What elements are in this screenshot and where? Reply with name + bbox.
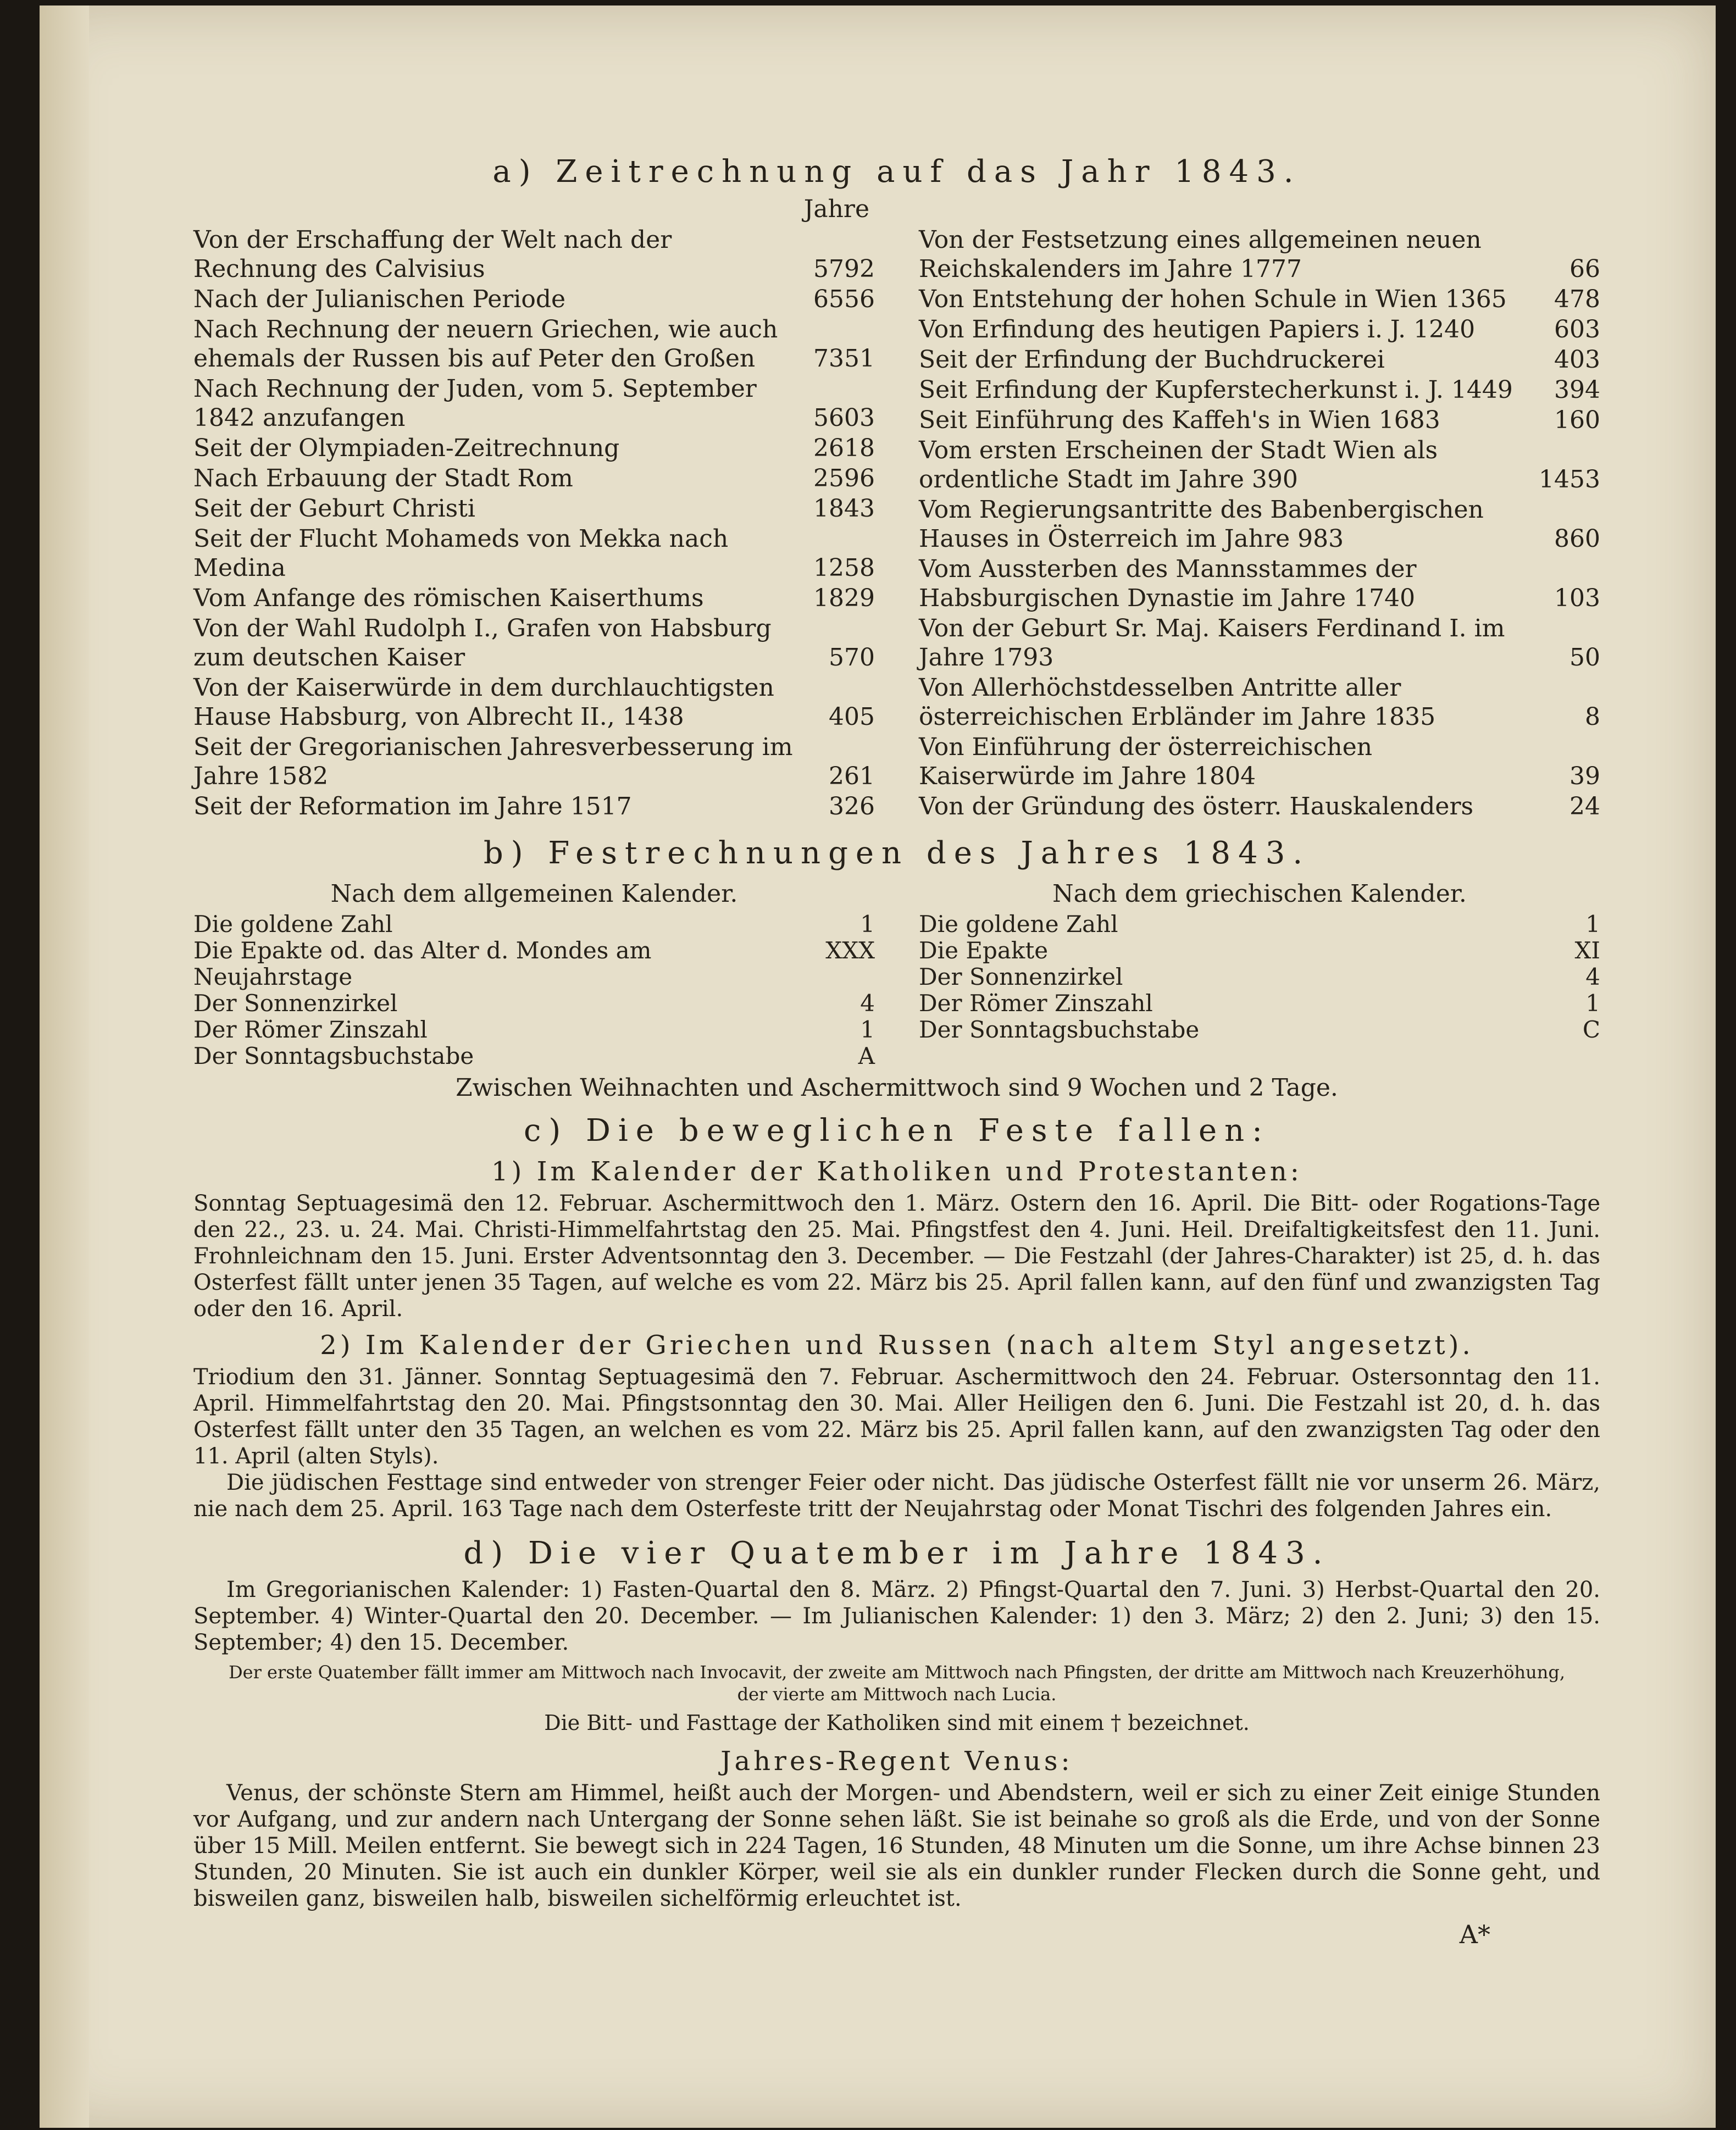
entry-row	[919, 673, 1600, 731]
section-b-heading: b) Festrechnungen des Jahres 1843.	[483, 835, 1311, 871]
entry-value: 160	[1554, 406, 1600, 434]
entry-text: Seit Erfindung der Kupferstecherkunst i. J. 1449	[919, 376, 1513, 404]
entry-text: Nach Rechnung der Juden, vom 5. September 1842 anzufangen	[193, 375, 757, 432]
entry-text: Von Entstehung der hohen Schule in Wien 1365	[919, 285, 1507, 313]
section-d-heading: d) Die vier Quatember im Jahre 1843.	[463, 1535, 1330, 1571]
entry-value: 24	[1569, 792, 1600, 820]
entry-value: 1453	[1539, 465, 1600, 493]
entry-text: Vom Anfange des römischen Kaiserthums	[193, 584, 704, 612]
entry-row	[919, 614, 1600, 672]
entry-text: Der Sonnenzirkel	[919, 963, 1123, 990]
entry-text: Der Römer Zinszahl	[193, 1016, 428, 1043]
entry-row	[919, 225, 1600, 284]
section-b-columns	[193, 911, 1600, 1069]
entry-row	[193, 614, 875, 672]
entry-row	[919, 285, 1600, 314]
section-a-heading: a) Zeitrechnung auf das Jahr 1843.	[492, 154, 1301, 190]
entry-text: Vom Regierungsantritte des Babenbergischen Hauses in Österreich im Jahre 983	[919, 496, 1484, 553]
entry-value: 2596	[813, 464, 875, 492]
entry-row	[919, 911, 1600, 938]
entry-text: Die Epakte od. das Alter d. Mondes am Neujahrstage	[193, 937, 652, 990]
entry-value: 1	[1585, 990, 1600, 1017]
entry-value: 7351	[813, 345, 875, 373]
entry-text: Von der Festsetzung eines allgemeinen neuen Reichskalenders im Jahre 1777	[919, 226, 1482, 283]
entry-row	[193, 225, 875, 284]
entry-value: 66	[1569, 255, 1600, 283]
section-b-right	[919, 911, 1600, 1069]
entry-row	[193, 990, 875, 1017]
entry-value: XI	[1574, 937, 1600, 964]
entry-value: 6556	[813, 285, 875, 313]
quatember-text: Im Gregorianischen Kalender: 1) Fasten-Quartal den 8. März. 2) Pfingst-Quartal den 7. Juni. 3) Herbst-Quartal den 20. September. 4) Winter-Quartal den 20. December. — Im Julianischen Kalender: 1) den 3. März; 2) den 2. Juni; 3) den 15. September; 4) den 15. December.	[193, 1577, 1600, 1655]
entry-row	[193, 1017, 875, 1043]
entry-row	[193, 374, 875, 432]
entry-value: XXX	[825, 937, 875, 964]
entry-row	[193, 1043, 875, 1069]
page-fold	[40, 5, 89, 2128]
entry-text: Der Sonnenzirkel	[193, 990, 398, 1017]
entry-row	[919, 964, 1600, 990]
entry-row	[193, 584, 875, 613]
entry-text: Seit der Geburt Christi	[193, 495, 475, 523]
entry-row	[919, 315, 1600, 344]
right-calendar-head: Nach dem griechischen Kalender.	[1052, 880, 1467, 908]
entry-value: 478	[1554, 285, 1600, 313]
entry-row	[919, 792, 1600, 821]
entry-row	[193, 434, 875, 463]
entry-row	[919, 990, 1600, 1017]
entry-text: Der Sonntagsbuchstabe	[193, 1042, 474, 1069]
entry-text: Von Allerhöchstdesselben Antritte aller österreichischen Erbländer im Jahre 1835	[919, 674, 1436, 731]
catholic-calendar-subhead: 1) Im Kalender der Katholiken und Protestanten:	[491, 1156, 1302, 1187]
entry-value: 394	[1554, 376, 1600, 404]
entry-value: 326	[829, 792, 875, 820]
entry-text: Von Einführung der österreichischen Kaiserwürde im Jahre 1804	[919, 733, 1373, 790]
entry-value: 2618	[813, 434, 875, 462]
entry-row	[919, 345, 1600, 374]
entry-text: Seit der Gregorianischen Jahresverbesserung im Jahre 1582	[193, 733, 793, 790]
entry-value: 39	[1569, 762, 1600, 790]
jewish-feast-text: Die jüdischen Festtage sind entweder von strenger Feier oder nicht. Das jüdische Osterfest fällt nie vor unserm 26. März, nie nach dem 25. April. 163 Tage nach dem Osterfeste tritt der Neujahrstag oder Monat Tischri des folgenden Jahres ein.	[193, 1470, 1600, 1522]
entry-text: Nach der Julianischen Periode	[193, 285, 566, 313]
entry-row	[919, 436, 1600, 494]
section-b-left	[193, 911, 875, 1069]
entry-value: 860	[1554, 525, 1600, 553]
entry-value: 4	[860, 990, 875, 1017]
section-a-right	[919, 195, 1600, 822]
entry-value: 103	[1554, 584, 1600, 612]
entry-text: Die goldene Zahl	[193, 911, 393, 938]
entry-row	[919, 554, 1600, 613]
signature-mark: A*	[1459, 1920, 1490, 1949]
entry-value: 570	[829, 644, 875, 672]
entry-text: Von Erfindung des heutigen Papiers i. J. 1240	[919, 315, 1476, 343]
entry-text: Vom ersten Erscheinen der Stadt Wien als ordentliche Stadt im Jahre 390	[919, 436, 1438, 493]
section-b-subheads	[193, 880, 1600, 908]
entry-row	[193, 315, 875, 373]
entry-value: 403	[1554, 346, 1600, 374]
entry-value: 603	[1554, 315, 1600, 343]
regent-heading: Jahres-Regent Venus:	[720, 1746, 1073, 1777]
quatember-note: Der erste Quatember fällt immer am Mittwoch nach Invocavit, der zweite am Mittwoch nach Pfingsten, der dritte am Mittwoch nach Kreuzerhöhung, der vierte am Mittwoch nach Lucia.	[228, 1662, 1566, 1705]
entry-row	[193, 524, 875, 583]
section-c-heading: c) Die beweglichen Feste fallen:	[523, 1113, 1271, 1149]
entry-text: Seit der Olympiaden-Zeitrechnung	[193, 434, 620, 462]
entry-value: 1843	[813, 495, 875, 523]
section-a-columns	[193, 195, 1600, 822]
entry-text: Von der Wahl Rudolph I., Grafen von Habsburg zum deutschen Kaiser	[193, 614, 772, 672]
entry-text: Der Römer Zinszahl	[919, 990, 1153, 1017]
entry-text: Vom Aussterben des Mannsstammes der Habsburgischen Dynastie im Jahre 1740	[919, 555, 1417, 612]
content	[193, 154, 1600, 1949]
entry-value: 5603	[813, 404, 875, 432]
entry-value: 261	[829, 762, 875, 790]
entry-row	[193, 733, 875, 791]
entry-value: 8	[1585, 703, 1600, 731]
entry-row	[919, 495, 1600, 553]
entry-value: 1	[860, 1016, 875, 1043]
entry-value: 405	[829, 703, 875, 731]
entry-text: Seit Einführung des Kaffeh's in Wien 1683	[919, 406, 1440, 434]
entry-text: Die goldene Zahl	[919, 911, 1118, 938]
entry-row	[193, 911, 875, 938]
entry-text: Die Epakte	[919, 937, 1049, 964]
entry-value: C	[1582, 1016, 1600, 1043]
entry-row	[193, 673, 875, 731]
entry-text: Der Sonntagsbuchstabe	[919, 1016, 1200, 1043]
fast-days-note: Die Bitt- und Fasttage der Katholiken sind mit einem † bezeichnet.	[544, 1711, 1250, 1735]
entry-text: Seit der Erfindung der Buchdruckerei	[919, 346, 1385, 374]
weeks-note: Zwischen Weihnachten und Aschermittwoch sind 9 Wochen und 2 Tage.	[456, 1074, 1338, 1102]
years-label: Jahre	[803, 195, 869, 223]
entry-row	[919, 1017, 1600, 1043]
entry-text: Von der Gründung des österr. Hauskalenders	[919, 792, 1474, 820]
page	[40, 5, 1716, 2128]
entry-text: Seit der Flucht Mohameds von Mekka nach Medina	[193, 525, 729, 582]
entry-row	[919, 733, 1600, 791]
section-a-left	[193, 195, 875, 822]
entry-value: 1829	[813, 584, 875, 612]
entry-row	[919, 375, 1600, 404]
entry-value: 1258	[813, 554, 875, 582]
entry-row	[193, 792, 875, 821]
entry-value: 5792	[813, 255, 875, 283]
greek-calendar-subhead: 2) Im Kalender der Griechen und Russen (nach altem Styl angesetzt).	[320, 1330, 1474, 1361]
entry-text: Nach Erbauung der Stadt Rom	[193, 464, 573, 492]
left-calendar-head: Nach dem allgemeinen Kalender.	[330, 880, 738, 908]
regent-text: Venus, der schönste Stern am Himmel, heißt auch der Morgen- und Abendstern, weil er sich zu einer Zeit einige Stunden vor Aufgang, und zur andern nach Untergang der Sonne sehen läßt. Sie ist beinahe so groß als die Erde, und von der Sonne über 15 Mill. Meilen entfernt. Sie bewegt sich in 224 Tagen, 16 Stunden, 48 Minuten um die Sonne, um ihre Achse binnen 23 Stunden, 20 Minuten. Sie ist auch ein dunkler Körper, weil sie als ein dunkler runder Flecken durch die Sonne geht, und bisweilen ganz, bisweilen halb, bisweilen sichelförmig erleuchtet ist.	[193, 1780, 1600, 1911]
entry-row	[193, 285, 875, 314]
entry-value: 1	[1585, 911, 1600, 938]
entry-text: Von der Kaiserwürde in dem durchlauchtigsten Hause Habsburg, von Albrecht II., 1438	[193, 674, 774, 731]
entry-value: 4	[1585, 963, 1600, 990]
entry-row	[193, 494, 875, 523]
entry-value: 1	[860, 911, 875, 938]
entry-text: Von der Erschaffung der Welt nach der Rechnung des Calvisius	[193, 226, 672, 283]
entry-text: Nach Rechnung der neuern Griechen, wie auch ehemals der Russen bis auf Peter den Großen	[193, 315, 778, 373]
greek-calendar-text: Triodium den 31. Jänner. Sonntag Septuagesimä den 7. Februar. Aschermittwoch den 24. Februar. Ostersonntag den 11. April. Himmelfahrtstag den 20. Mai. Pfingstsonntag den 30. Mai. Aller Heiligen den 6. Juni. Die Festzahl ist 20, d. h. das Osterfest fällt unter den 35 Tagen, an welchen es vom 22. März bis 25. April fallen kann, auf den zwanzigsten Tag oder den 11. April (alten Styls).	[193, 1364, 1600, 1469]
entry-text: Von der Geburt Sr. Maj. Kaisers Ferdinand I. im Jahre 1793	[919, 614, 1505, 672]
entry-text: Seit der Reformation im Jahre 1517	[193, 792, 632, 820]
entry-row	[919, 938, 1600, 964]
entry-value: A	[858, 1042, 875, 1069]
catholic-calendar-text: Sonntag Septuagesimä den 12. Februar. Aschermittwoch den 1. März. Ostern den 16. April. Die Bitt- oder Rogations-Tage den 22., 23. u. 24. Mai. Christi-Himmelfahrtstag den 25. Mai. Pfingstfest den 4. Juni. Heil. Dreifaltigkeitsfest den 11. Juni. Frohnleichnam den 15. Juni. Erster Adventsonntag den 3. December. — Die Festzahl (der Jahres-Charakter) ist 25, d. h. das Osterfest fällt unter jenen 35 Tagen, auf welche es vom 22. März bis 25. April fallen kann, auf den fünf und zwanzigsten Tag oder den 16. April.	[193, 1191, 1600, 1322]
entry-row	[193, 938, 875, 990]
entry-row	[193, 464, 875, 493]
entry-row	[919, 406, 1600, 435]
entry-value: 50	[1569, 644, 1600, 672]
